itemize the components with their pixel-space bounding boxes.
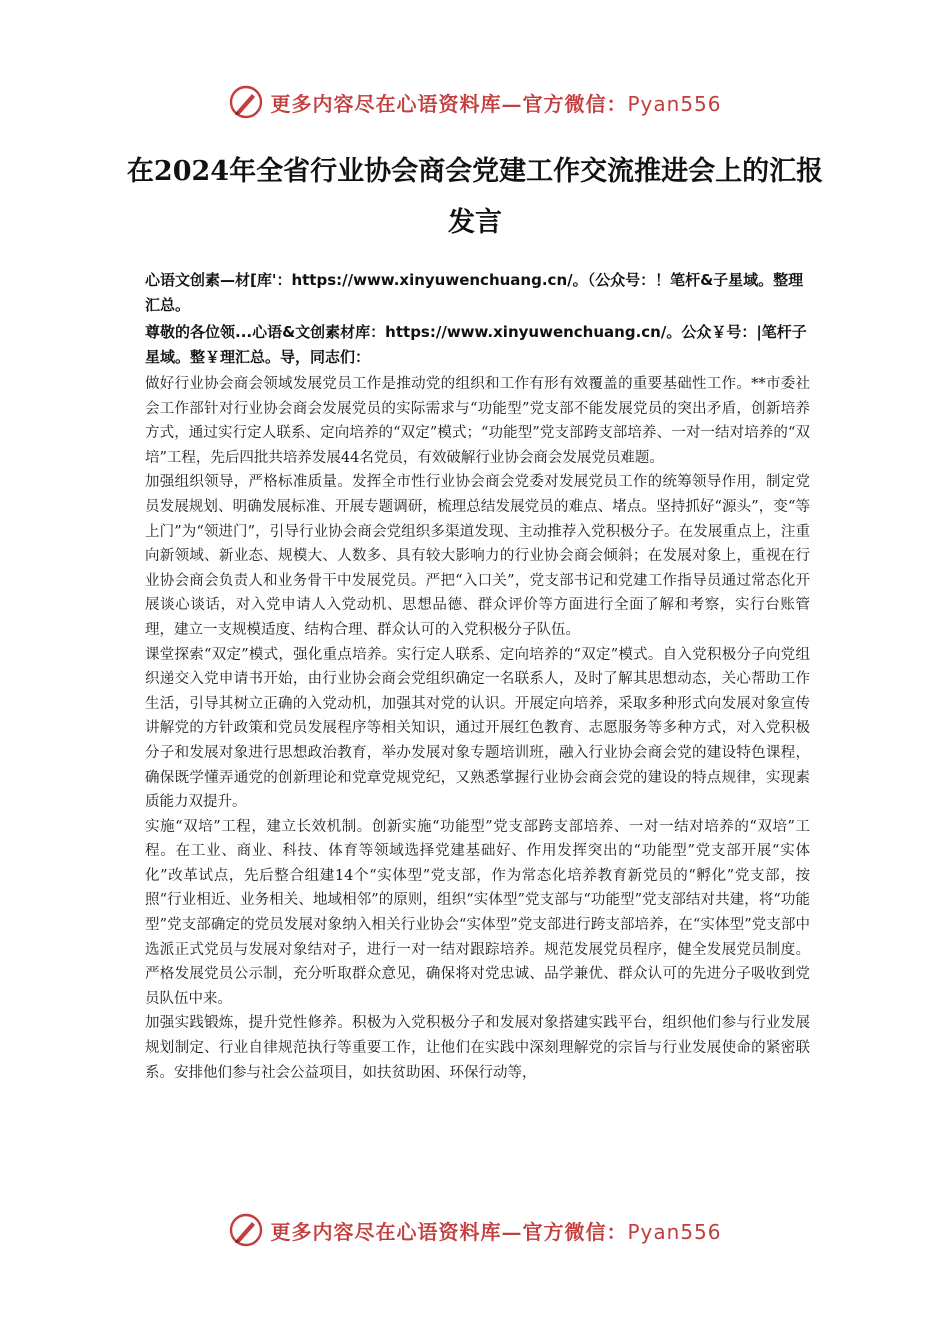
banner-text: 更多内容尽在心语资料库—官方微信：Pyan556 xyxy=(270,91,722,116)
body-paragraph-3: 课堂探索“双定”模式，强化重点培养。实行定人联系、定向培养的“双定”模式。自入党积极分子向党组织递交入党申请书开始，由行业协会商会党组织确定一名联系人，及时了解其思想动态，关心帮助工作生活，引导其树立正确的入党动机，加强其对党的认识。开展定向培养，采取多种形式向发展对象宣传讲解党的方针政策和党员发展程序等相关知识，通过开展红色教育、志愿服务等多种方式，对入党积极分子和发展对象进行思想政治教育，举办发展对象专题培训班，融入行业协会商会党的建设特色课程，确保既学懂弄通党的创新理论和党章党规党纪，又熟悉掌握行业协会商会党的建设的特点规律，实现素质能力双提升。 xyxy=(145,646,810,811)
body-paragraph-2: 加强组织领导，严格标准质量。发挥全市性行业协会商会党委对发展党员工作的统筹领导作用，制定党员发展规划、明确发展标准、开展专题调研，梳理总结发展党员的难点、堵点。坚持抓好“源头”，变“等上门”为“领进门”，引导行业协会商会党组织多渠道发现、主动推荐入党积极分子。在发展重点上，注重向新领域、新业态、规模大、人数多、具有较大影响力的行业协会商会倾斜；在发展对象上，重视在行业协会商会负责人和业务骨干中发展党员。严把“入口关”，党支部书记和党建工作指导员通过常态化开展谈心谈话，对入党申请人入党动机、思想品德、群众评价等方面进行全面了解和考察，实行台账管理，建立一支规模适度、结构合理、群众认可的入党积极分子队伍。 xyxy=(145,474,810,638)
source-line-2: 尊敬的各位领...心语&文创素材库：https://www.xinyuwenchuang.cn/。公众￥号：|笔杆子星域。整￥理汇总。导，同志们： xyxy=(145,323,807,366)
wechat-id: Pyan556 xyxy=(627,1219,722,1244)
banner-text: 更多内容尽在心语资料库—官方微信：Pyan556 xyxy=(270,1219,722,1244)
pen-logo-icon xyxy=(228,84,264,120)
pen-logo-icon xyxy=(228,1212,264,1248)
header-banner xyxy=(0,80,950,124)
footer-banner xyxy=(0,1208,950,1252)
wechat-id: Pyan556 xyxy=(627,91,722,116)
body-paragraph-4: 实施“双培”工程，建立长效机制。创新实施“功能型”党支部跨支部培养、一对一结对培养的“双培”工程。在工业、商业、科技、体育等领域选择党建基础好、作用发挥突出的“功能型”党支部开展“实体化”改革试点，先后整合组建14个“实体型”党支部，作为常态化培养教育新党员的“孵化”党支部，按照“行业相近、业务相关、地域相邻”的原则，组织“实体型”党支部与“功能型”党支部结对共建，将“功能型”党支部确定的党员发展对象纳入相关行业协会“实体型”党支部进行跨支部培养，在“实体型”党支部中选派正式党员与发展对象结对子，进行一对一结对跟踪培养。规范发展党员程序，健全发展党员制度。严格发展党员公示制，充分听取群众意见，确保将对党忠诚、品学兼优、群众认可的先进分子吸收到党员队伍中来。 xyxy=(145,818,810,1007)
body-paragraph-1: 做好行业协会商会领域发展党员工作是推动党的组织和工作有形有效覆盖的重要基础性工作。**市委社会工作部针对行业协会商会发展党员的实际需求与“功能型”党支部不能发展党员的突出矛盾，创新培养方式，通过实行定人联系、定向培养的“双定”模式；“功能型”党支部跨支部培养、一对一结对培养的“双培”工程，先后四批共培养发展44名党员，有效破解行业协会商会发展党员难题。 xyxy=(145,376,810,466)
body-paragraph-5: 加强实践锻炼，提升党性修养。积极为入党积极分子和发展对象搭建实践平台，组织他们参与行业发展规划制定、行业自律规范执行等重要工作，让他们在实践中深刻理解党的宗旨与行业发展使命的紧密联系。安排他们参与社会公益项目，如扶贫助困、环保行动等， xyxy=(145,1015,810,1081)
document-body xyxy=(145,268,810,1085)
document-title: 在2024年全省行业协会商会党建工作交流推进会上的汇报发言 xyxy=(126,156,824,238)
source-line-1: 心语文创素—材[库'：https://www.xinyuwenchuang.cn/。（公众号：！笔杆&子星域。整理汇总。 xyxy=(145,271,804,314)
